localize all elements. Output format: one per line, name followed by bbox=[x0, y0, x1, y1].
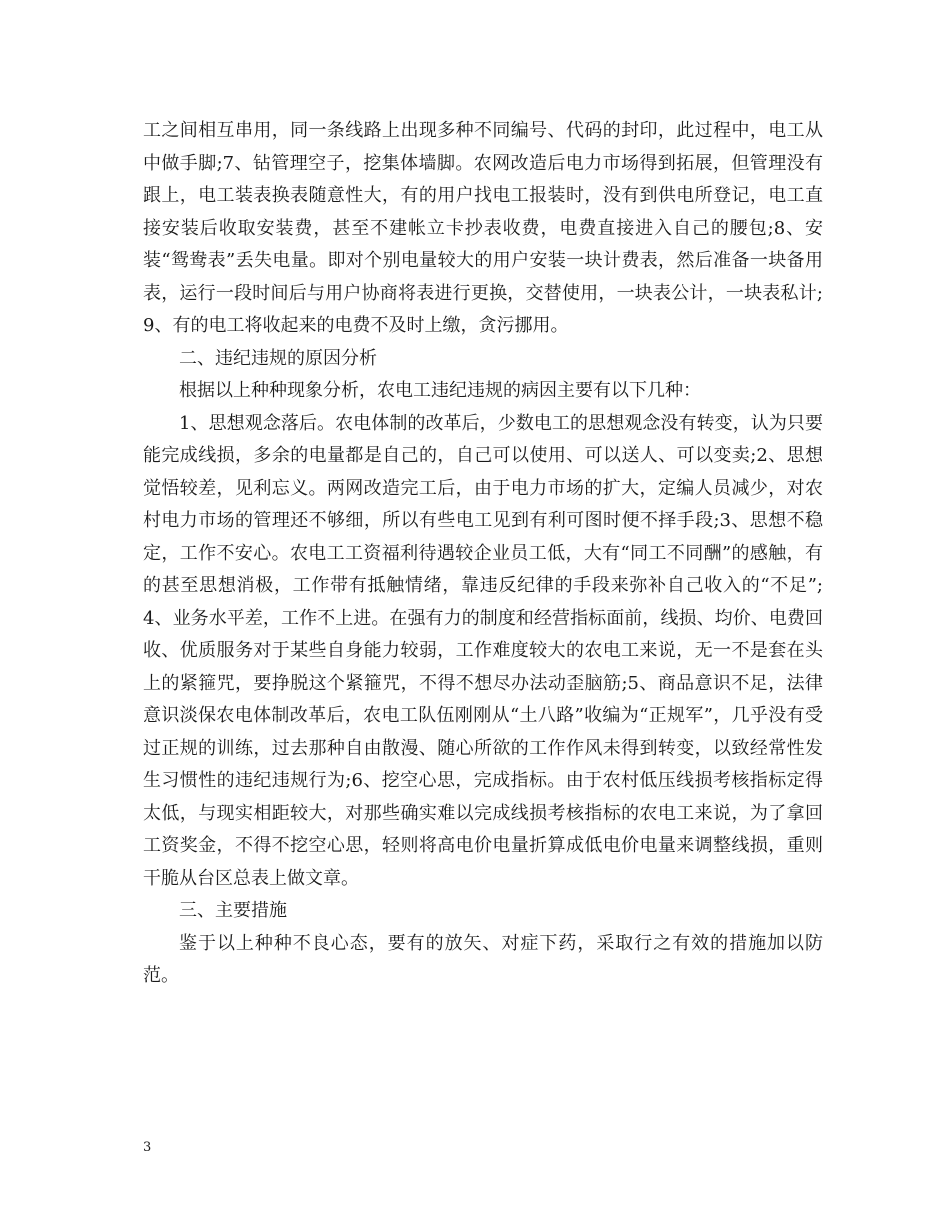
paragraph-causes: 1、思想观念落后。农电体制的改革后，少数电工的思想观念没有转变，认为只要能完成线损，多余的电量都是自己的，自己可以使用、可以送人、可以变卖;2、思想觉悟较差，见利忘义。两网改造完工后，由于电力市场的扩大，定编人员减少，对农村电力市场的管理还不够细，所以有些电工见到有利可图时便不择手段;3、思想不稳定，工作不安心。农电工工资福利待遇较企业员工低，大有“同工不同酬”的感触，有的甚至思想消极，工作带有抵触情绪，靠违反纪律的手段来弥补自己收入的“不足”;4、业务水平差，工作不上进。在强有力的制度和经营指标面前，线损、均价、电费回收、优质服务对于某些自身能力较弱，工作难度较大的农电工来说，无一不是套在头上的紧箍咒，要挣脱这个紧箍咒，不得不想尽办法动歪脑筋;5、商品意识不足，法律意识淡保农电体制改革后，农电工队伍刚刚从“土八路”收编为“正规军”，几乎没有受过正规的训练，过去那种自由散漫、随心所欲的工作作风未得到转变，以致经常性发生习惯性的违纪违规行为;6、挖空心思，完成指标。由于农村低压线损考核指标定得太低，与现实相距较大，对那些确实难以完成线损考核指标的农电工来说，为了拿回工资奖金，不得不挖空心思，轻则将高电价电量折算成低电价电量来调整线损，重则干脆从台区总表上做文章。 bbox=[143, 412, 823, 889]
paragraph-intro: 根据以上种种现象分析，农电工违纪违规的病因主要有以下几种： bbox=[179, 380, 701, 401]
section-heading-cause-analysis: 二、违纪违规的原因分析 bbox=[179, 347, 377, 369]
paragraph-continued: 工之间相互串用，同一条线路上出现多种不同编号、代码的封印，此过程中，电工从中做手脚;7、钻管理空子，挖集体墙脚。农网改造后电力市场得到拓展，但管理没有跟上，电工装表换表随意性大，有的用户找电工报装时，没有到供电所登记，电工直接安装后收取安装费，甚至不建帐立卡抄表收费，电费直接进入自己的腰包;8、安装“鸳鸯表”丢失电量。即对个别电量较大的用户安装一块计费表，然后准备一块备用表，运行一段时间后与用户协商将表进行更换，交替使用，一块表公计，一块表私计;9、有的电工将收起来的电费不及时上缴，贪污挪用。 bbox=[143, 120, 823, 336]
section-heading-measures: 三、主要措施 bbox=[179, 900, 287, 921]
document-body bbox=[143, 115, 823, 993]
page-number: 3 bbox=[143, 1140, 152, 1155]
paragraph-measures: 鉴于以上种种不良心态，要有的放矢、对症下药，采取行之有效的措施加以防范。 bbox=[143, 932, 823, 986]
